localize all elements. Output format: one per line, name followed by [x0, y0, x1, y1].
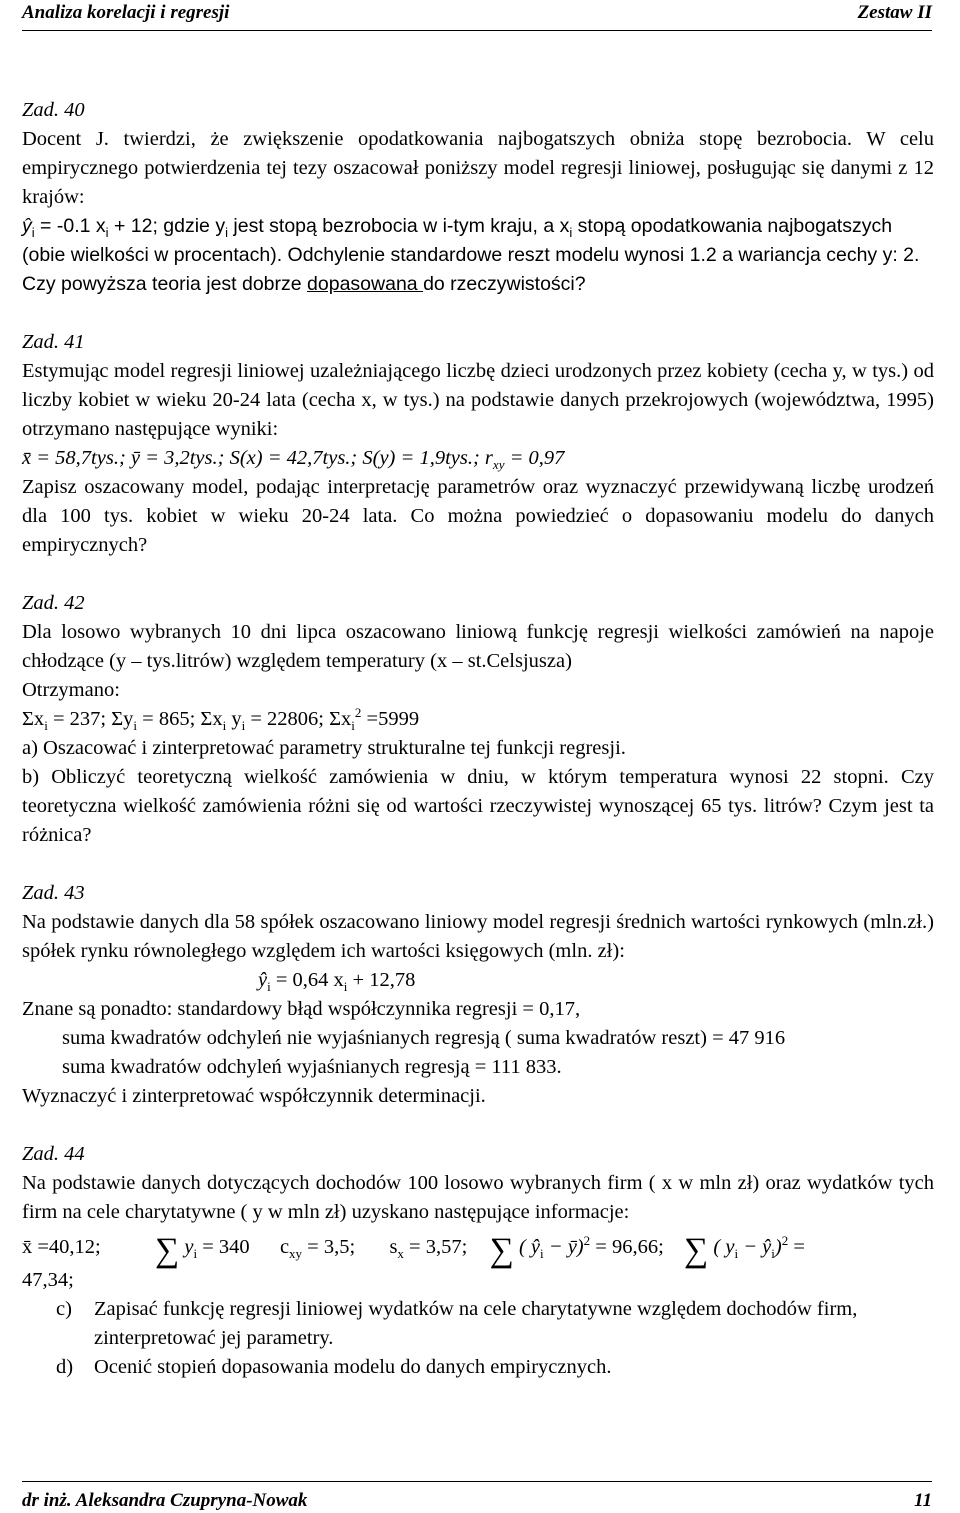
task-sums: $\Sigma x_i = 237$; $\Sigma y_i = 865$; $\Sigma x_i$ $y_i = 22806$; $\Sigma x_i^2 =5999$	[22, 705, 420, 734]
footer-rule	[22, 1481, 932, 1482]
task-formula: x̄ = 58,7tys.; ȳ = 3,2tys.; S(x) = 42,7tys.; S(y) = 1,9tys.; $r_{xy} = 0,97$	[22, 447, 565, 473]
task-equation-paragraph: $ŷ_i = -0.1$ $x_i + 12$; gdzie $y_i$ jest stopą bezrobocia w i-tym kraju, a $x_i$ stopą opodatkowania najbogatszych (obie wielkości w procentach). Odchylenie standardowe reszt modelu wynosi 1.2 a wariancja cechy y: 2. Czy powyższa teoria jest dobrze dopasowana do rzeczywistości?	[22, 215, 920, 295]
document-body	[22, 96, 934, 1382]
task-title: Zad. 43	[22, 882, 85, 904]
header-subject: Analiza korelacji i regresji	[22, 2, 230, 23]
header-rule	[22, 30, 932, 31]
task-paragraph: Znane są ponadto: standardowy błąd współczynnika regresji = 0,17,	[22, 998, 581, 1020]
task-paragraph: suma kwadratów odchyleń nie wyjaśnianych regresją ( suma kwadratów reszt) = 47 916	[62, 1027, 786, 1049]
task-stats: x̄ =40,12; ∑ $y_i = 340$ $c_{xy} = 3,5$; $s_x = 3,57$; ∑ ( $ŷ_i$ − ȳ)$^2$ = 96,66; ∑ ( $y_i$ − $ŷ_i)^2$ =	[22, 1232, 805, 1269]
task-43	[22, 879, 934, 1111]
sum-symbol: ∑	[684, 1232, 709, 1269]
task-title: Zad. 42	[22, 592, 85, 614]
footer-author: dr inż. Aleksandra Czupryna-Nowak	[22, 1490, 308, 1511]
task-paragraph: Otrzymano:	[22, 679, 120, 701]
task-40	[22, 96, 934, 299]
task-title: Zad. 40	[22, 99, 85, 121]
task-item-b: b) Obliczyć teoretyczną wielkość zamówienia w dniu, w którym temperatura wynosi 22 stopni. Czy teoretyczna wielkość zamówienia różni się od wartości rzeczywistej wynoszącej 65 tys. litrów? Czym jest ta różnica?	[22, 766, 934, 846]
task-44	[22, 1140, 934, 1382]
task-paragraph: 47,34;	[22, 1269, 74, 1291]
task-42	[22, 589, 934, 850]
task-paragraph: Zapisz oszacowany model, podając interpretację parametrów oraz wyznaczyć przewidywaną liczbę urodzeń dla 100 tys. kobiet w wieku 20-24 lata. Co można powiedzieć o dopasowaniu modelu do danych empirycznych?	[22, 476, 934, 556]
page-header	[22, 2, 932, 24]
page-number: 11	[914, 1490, 932, 1511]
task-title: Zad. 44	[22, 1143, 85, 1165]
yhat-symbol: ŷ	[22, 215, 32, 237]
task-title: Zad. 41	[22, 331, 85, 353]
task-paragraph: Estymując model regresji liniowej uzależniającego liczbę dzieci urodzonych przez kobiety (cecha y, w tys.) od liczby kobiet w wieku 20-24 lata (cecha x, w tys.) na podstawie danych przekrojowych (województwa, 1995) otrzymano następujące wyniki:	[22, 360, 934, 440]
task-paragraph: Na podstawie danych dla 58 spółek oszacowano liniowy model regresji średnich wartości rynkowych (mln.zł.) spółek rynku równoległego względem ich wartości księgowych (mln. zł):	[22, 911, 934, 962]
task-paragraph: Dla losowo wybranych 10 dni lipca oszacowano liniową funkcję regresji wielkości zamówień na napoje chłodzące (y – tys.litrów) względem temperatury (x – st.Celsjusza)	[22, 621, 934, 672]
header-set: Zestaw II	[857, 2, 932, 23]
task-paragraph: Wyznaczyć i zinterpretować współczynnik determinacji.	[22, 1085, 486, 1107]
underlined-word: dopasowana	[307, 273, 424, 295]
task-paragraph: Docent J. twierdzi, że zwiększenie opodatkowania najbogatszych obniża stopę bezrobocia. W celu empirycznego potwierdzenia tej tezy oszacował poniższy model regresji liniowej, posługując się danymi z 12 krajów:	[22, 128, 934, 208]
task-paragraph: suma kwadratów odchyleń wyjaśnianych regresją = 111 833.	[62, 1056, 562, 1078]
task-item-d: d) Ocenić stopień dopasowania modelu do danych empirycznych.	[56, 1356, 612, 1378]
sum-symbol: ∑	[489, 1232, 514, 1269]
task-item-c: c) Zapisać funkcję regresji liniowej wydatków na cele charytatywne względem dochodów firm, zinterpretować jej parametry.	[56, 1298, 858, 1349]
task-paragraph: Na podstawie danych dotyczących dochodów 100 losowo wybranych firm ( x w mln zł) oraz wydatków tych firm na cele charytatywne ( y w mln zł) uzyskano następujące informacje:	[22, 1172, 934, 1223]
task-41	[22, 328, 934, 560]
page-footer	[22, 1490, 932, 1512]
task-equation: $ŷ_i = 0,64$ $x_i + 12,78$	[258, 969, 416, 995]
task-item-a: a) Oszacować i zinterpretować parametry strukturalne tej funkcji regresji.	[22, 737, 626, 759]
sum-symbol: ∑	[155, 1232, 180, 1269]
